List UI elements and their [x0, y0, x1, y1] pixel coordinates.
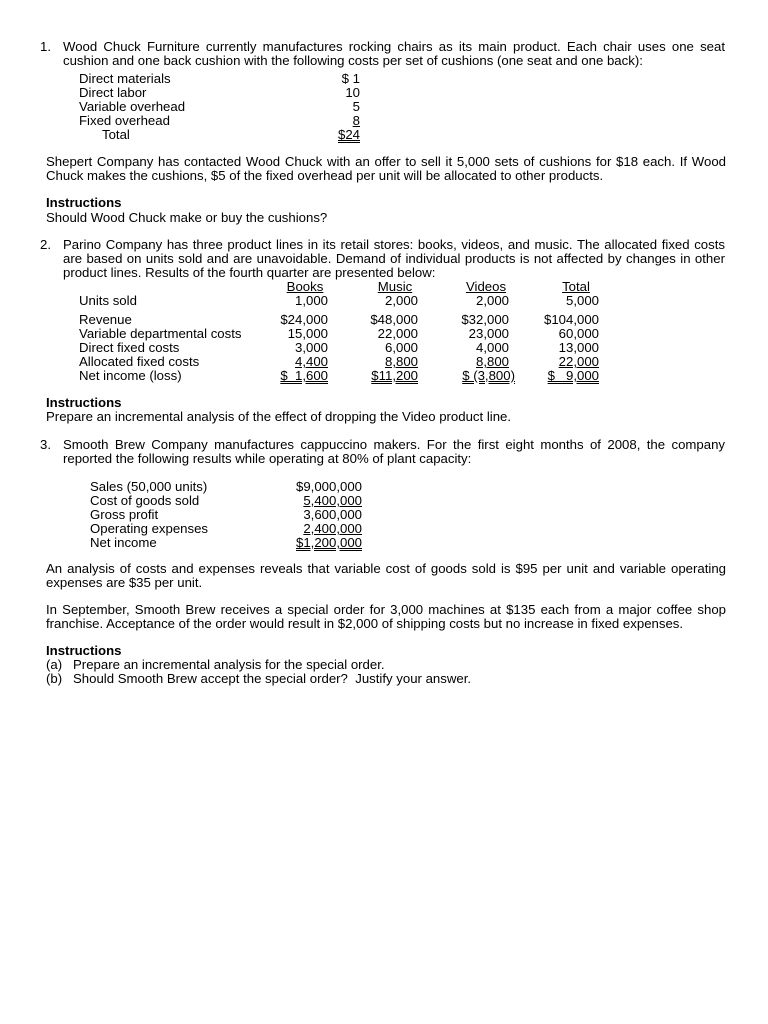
problem-3-instruction-b-tag: (b)	[46, 671, 63, 686]
p2-cell-varcost-videos: 23,000	[468, 326, 509, 341]
p2-cell-dfixed-total: 13,000	[558, 340, 599, 355]
p1-label-direct-labor: Direct labor	[79, 85, 147, 100]
problem-1-instructions-title: Instructions	[46, 195, 122, 210]
p1-value-variable-overhead: 5	[352, 99, 360, 114]
p2-cell-units-books: 1,000	[294, 293, 328, 308]
p1-label-total: Total	[102, 127, 130, 142]
problem-3-instruction-b: Should Smooth Brew accept the special order? Justify your answer.	[73, 671, 472, 686]
p1-label-fixed-overhead: Fixed overhead	[79, 113, 170, 128]
p2-cell-net-music: $11,200	[371, 368, 418, 383]
problem-2-number: 2.	[40, 237, 51, 252]
p3-label-sales: Sales (50,000 units)	[90, 479, 208, 494]
p2-label-allocated-fixed: Allocated fixed costs	[79, 354, 200, 369]
p2-header-videos: Videos	[465, 279, 507, 294]
problem-2-instructions: Prepare an incremental analysis of the effect of dropping the Video product line.	[46, 409, 512, 424]
p1-label-direct-materials: Direct materials	[79, 71, 171, 86]
p3-label-cogs: Cost of goods sold	[90, 493, 200, 508]
p2-cell-varcost-music: 22,000	[377, 326, 418, 341]
problem-3-instruction-a: Prepare an incremental analysis for the special order.	[73, 657, 385, 672]
p1-value-fixed-overhead: 8	[352, 113, 360, 128]
p2-cell-varcost-total: 60,000	[558, 326, 599, 341]
p3-label-operating-expenses: Operating expenses	[90, 521, 209, 536]
problem-1-number: 1.	[40, 39, 51, 54]
problem-3-intro: Smooth Brew Company manufactures cappuccino makers. For the first eight months of 2008, the company reported the following results while operating at 80% of plant capacity:	[63, 437, 725, 467]
p2-cell-dfixed-videos: 4,000	[475, 340, 509, 355]
p3-value-sales: $9,000,000	[295, 479, 362, 494]
p2-header-books: Books	[286, 279, 324, 294]
p2-cell-dfixed-music: 6,000	[384, 340, 418, 355]
p3-value-net-income: $1,200,000	[295, 535, 362, 550]
p2-cell-varcost-books: 15,000	[287, 326, 328, 341]
p2-label-net-income: Net income (loss)	[79, 368, 182, 383]
p1-value-direct-materials: $ 1	[341, 71, 360, 86]
p3-value-cogs: 5,400,000	[303, 493, 362, 508]
p2-cell-units-music: 2,000	[384, 293, 418, 308]
p2-cell-revenue-music: $48,000	[370, 312, 418, 327]
p2-cell-afixed-videos: 8,800	[475, 354, 509, 369]
p2-cell-dfixed-books: 3,000	[294, 340, 328, 355]
problem-3-instruction-a-tag: (a)	[46, 657, 63, 672]
p2-header-music: Music	[377, 279, 413, 294]
p1-value-total: $24	[337, 127, 360, 142]
problem-1-intro: Wood Chuck Furniture currently manufactures rocking chairs as its main product. Each chair uses one seat cushion and one back cushion with the following costs per set of cushions (one seat and one back):	[63, 39, 725, 69]
p3-value-operating-expenses: 2,400,000	[303, 521, 362, 536]
p3-label-net-income: Net income	[90, 535, 157, 550]
p2-cell-revenue-videos: $32,000	[461, 312, 509, 327]
p2-header-total: Total	[562, 279, 590, 294]
p1-value-direct-labor: 10	[345, 85, 360, 100]
p3-label-gross-profit: Gross profit	[90, 507, 159, 522]
p2-cell-net-videos: $ (3,800)	[462, 368, 515, 383]
p2-cell-net-total: $ 9,000	[547, 368, 599, 383]
p2-label-revenue: Revenue	[79, 312, 132, 327]
problem-1-instructions: Should Wood Chuck make or buy the cushions?	[46, 210, 328, 225]
problem-1-body: Shepert Company has contacted Wood Chuck with an offer to sell it 5,000 sets of cushions for $18 each. If Wood Chuck makes the cushions, $5 of the fixed overhead per unit will be allocated to other products.	[46, 154, 726, 184]
p2-cell-revenue-total: $104,000	[543, 312, 599, 327]
p2-cell-units-total: 5,000	[565, 293, 599, 308]
problem-3-body-1: An analysis of costs and expenses reveals that variable cost of goods sold is $95 per unit and variable operating expenses are $35 per unit.	[46, 561, 726, 591]
p2-cell-afixed-books: 4,400	[294, 354, 328, 369]
problem-2-intro: Parino Company has three product lines in its retail stores: books, videos, and music. The allocated fixed costs are based on units sold and are unavoidable. Demand of individual products is not affected by changes in other product lines. Results of the fourth quarter are presented below:	[63, 237, 725, 281]
problem-3-instructions-title: Instructions	[46, 643, 122, 658]
problem-3-number: 3.	[40, 437, 51, 452]
p2-cell-units-videos: 2,000	[475, 293, 509, 308]
p2-cell-revenue-books: $24,000	[280, 312, 328, 327]
p2-cell-afixed-music: 8,800	[384, 354, 418, 369]
p2-label-units-sold: Units sold	[79, 293, 137, 308]
problem-3-body-2: In September, Smooth Brew receives a special order for 3,000 machines at $135 each from a major coffee shop franchise. Acceptance of the order would result in $2,000 of shipping costs but no increase in fixed expenses.	[46, 602, 726, 632]
p2-cell-net-books: $ 1,600	[280, 368, 328, 383]
p2-label-variable-costs: Variable departmental costs	[79, 326, 242, 341]
p1-label-variable-overhead: Variable overhead	[79, 99, 186, 114]
p3-value-gross-profit: 3,600,000	[303, 507, 362, 522]
p2-cell-afixed-total: 22,000	[558, 354, 599, 369]
p2-label-direct-fixed: Direct fixed costs	[79, 340, 180, 355]
problem-2-instructions-title: Instructions	[46, 395, 122, 410]
